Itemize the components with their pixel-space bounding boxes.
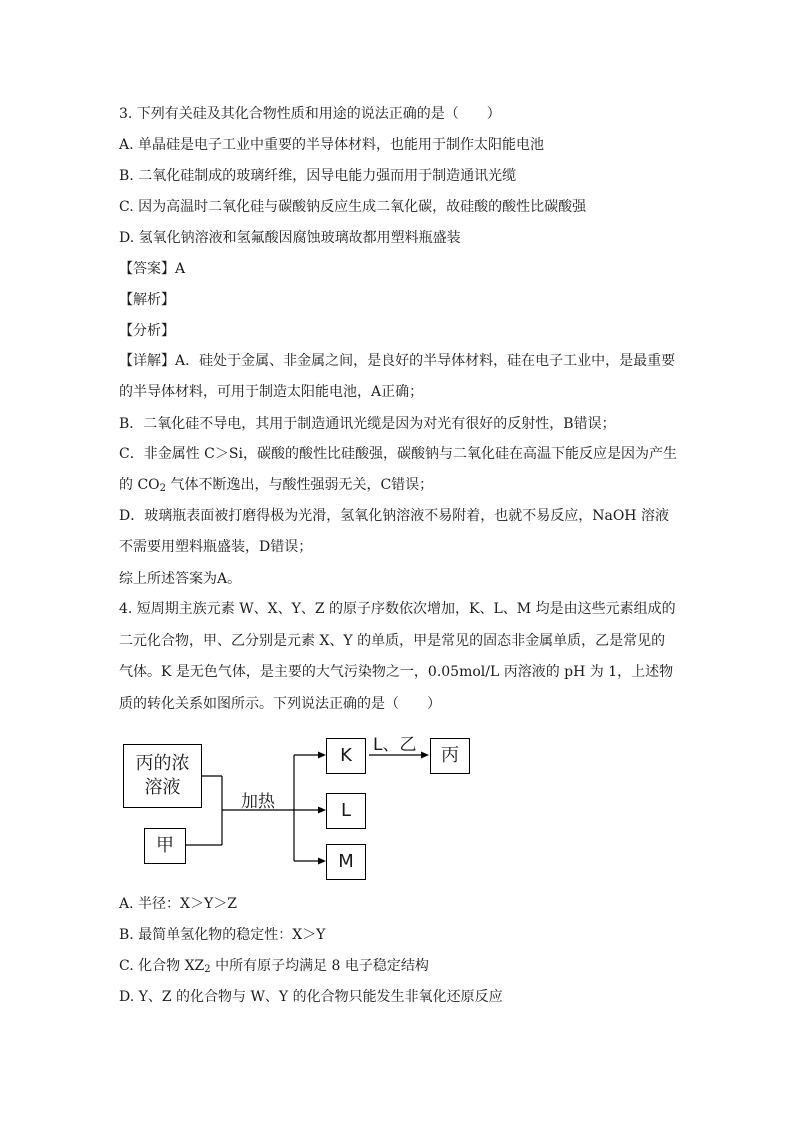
box-l: L <box>326 793 366 829</box>
q4-option-c-sub: 2 <box>204 964 211 975</box>
box-jia: 甲 <box>144 828 186 864</box>
box-bing-conc-line2: 溶液 <box>144 777 181 798</box>
box-bing-concentrated <box>123 744 202 808</box>
box-bing: 丙 <box>430 738 470 774</box>
q3-detail-c-part2: 气体不断逸出，与酸性强弱无关，C错误； <box>166 477 434 493</box>
q3-detail-c-sub: 2 <box>159 483 167 494</box>
arrowhead-k <box>318 752 326 759</box>
q4-stem: 4. 短周期主族元素 W、X、Y、Z 的原子序数依次增加，K、L、M 均是由这些元素组成的二元化合物，甲、乙分别是元素 X、Y 的单质，甲是常见的固态非金属单质，乙是常见的气体。K 是无色气体，是主要的大气污染物之一，0.05mol/L 丙溶液的 pH 为 1，上述物质的转化关系如图所示。下列说法正确的是（ ） <box>119 601 676 712</box>
q3-option-b: B. 二氧化硅制成的玻璃纤维，因导电能力强而用于制造通讯光缆 <box>119 168 517 184</box>
box-bing-conc-line1: 丙的浓 <box>135 753 190 774</box>
arrow-label-l-yi: L、乙 <box>373 735 417 755</box>
q3-analysis-heading: 【解析】 <box>119 292 175 308</box>
q3-detail-c-part1: C．非金属性 C＞Si，碳酸的酸性比硅酸强，碳酸钠与二氧化硅在高温下能反应是因为产生的 CO <box>119 446 677 493</box>
q3-option-c: C. 因为高温时二氧化硅与碳酸钠反应生成二氧化碳，故硅酸的酸性比碳酸强 <box>119 199 587 215</box>
q4-option-c <box>119 956 429 976</box>
q3-detail-d: D．玻璃瓶表面被打磨得极为光滑，氢氧化钠溶液不易附着，也就不易反应，NaOH 溶液不需要用塑料瓶盛装，D错误； <box>119 508 669 555</box>
box-k: K <box>326 738 366 774</box>
q3-option-a: A. 单晶硅是电子工业中重要的半导体材料，也能用于制作太阳能电池 <box>119 137 545 153</box>
q3-fenxi-heading: 【分析】 <box>119 323 175 339</box>
q3-detail-c <box>119 439 679 501</box>
q3-answer: 【答案】A <box>119 261 186 277</box>
heat-label: 加热 <box>241 792 275 812</box>
q3-stem: 3. 下列有关硅及其化合物性质和用途的说法正确的是（ ） <box>119 106 501 122</box>
q4-option-c-part2: 中所有原子均满足 8 电子稳定结构 <box>210 958 429 974</box>
q3-detail-b: B．二氧化硅不导电，其用于制造通讯光缆是因为对光有很好的反射性，B错误； <box>119 416 616 432</box>
q3-detail-a: 【详解】A．硅处于金属、非金属之间，是良好的半导体材料，硅在电子工业中，是最重要的半导体材料，可用于制造太阳能电池，A正确； <box>119 353 676 400</box>
q4-option-b: B. 最简单氢化物的稳定性：X＞Y <box>119 927 326 943</box>
arrowhead-l <box>318 807 326 814</box>
arrowhead-bing <box>421 752 429 759</box>
reaction-diagram <box>119 733 479 883</box>
q3-summary: 综上所述答案为A。 <box>119 571 242 587</box>
q3-option-d: D. 氢氧化钠溶液和氢氟酸因腐蚀玻璃故都用塑料瓶盛装 <box>119 230 461 246</box>
arrowhead-m <box>318 858 326 865</box>
q4-option-a: A. 半径：X＞Y＞Z <box>119 896 237 912</box>
q4-option-d: D. Y、Z 的化合物与 W、Y 的化合物只能发生非氧化还原反应 <box>119 989 503 1005</box>
box-m: M <box>326 844 366 880</box>
q4-option-c-part1: C. 化合物 XZ <box>119 958 205 974</box>
